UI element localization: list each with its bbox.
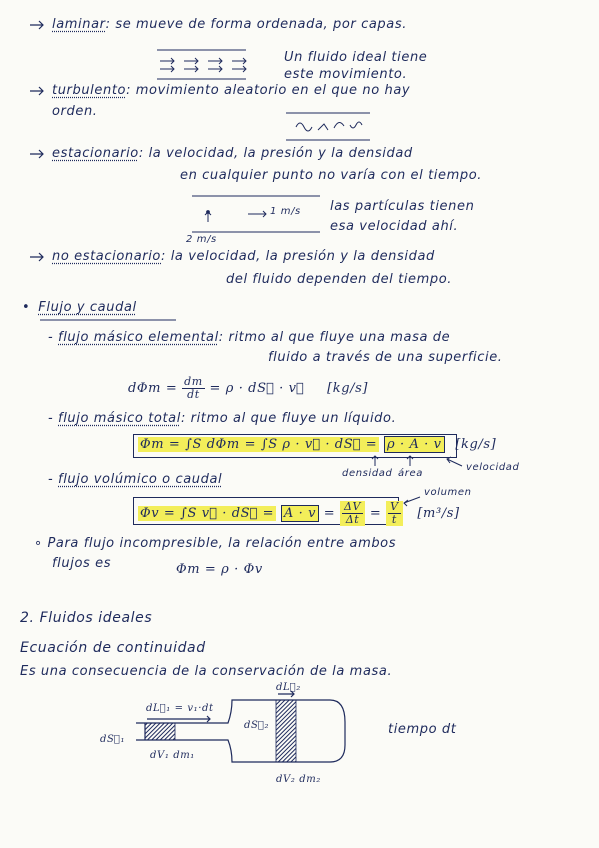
eq3-boxed: A · v xyxy=(281,505,319,522)
turbulento-desc: : movimiento aleatorio en el que no hay xyxy=(126,83,411,98)
label-ds1: dS⃗₁ xyxy=(100,734,126,745)
masico-total-title: flujo másico total xyxy=(58,411,181,426)
label-ds2: dS⃗₂ xyxy=(244,720,270,731)
no-estacionario-desc2: del fluido dependen del tiempo. xyxy=(226,272,453,287)
flujo-heading: • Flujo y caudal xyxy=(22,300,137,315)
bullet-arrow-2 xyxy=(30,87,43,95)
eq2-units: [kg/s] xyxy=(455,437,497,452)
velocity-label-1: 1 m/s xyxy=(270,206,301,217)
no-estacionario-title: no estacionario xyxy=(52,249,161,264)
incomp-2: flujos es xyxy=(52,556,112,571)
laminar-flow-icon xyxy=(157,50,246,79)
no-estacionario-line xyxy=(52,249,435,264)
label-densidad: densidad xyxy=(342,468,393,479)
velocity-label-2: 2 m/s xyxy=(186,234,217,245)
incomp-line-1: ∘ Para flujo incompresible, la relación entre ambos xyxy=(34,536,397,551)
turbulento-desc2: orden. xyxy=(52,104,98,119)
masico-elemental-desc2: fluido a través de una superficie. xyxy=(268,350,503,365)
label-volumen: volumen xyxy=(424,487,472,498)
eq3-eq: = xyxy=(323,506,336,521)
section2-desc: Es una consecuencia de la conservación de la masa. xyxy=(20,664,393,679)
ideal-note-1: Un fluido ideal tiene xyxy=(284,50,428,65)
turbulento-title: turbulento xyxy=(52,83,127,98)
eq1-units: [kg/s] xyxy=(327,381,369,396)
no-estacionario-desc: : la velocidad, la presión y la densidad xyxy=(161,249,435,264)
eq3-num: ΔV xyxy=(344,500,362,513)
eq3-eq2: = xyxy=(369,506,382,521)
estacionario-desc: : la velocidad, la presión y la densidad xyxy=(138,146,413,161)
masico-elemental-line: - flujo másico elemental: ritmo al que fluye una masa de xyxy=(48,330,451,345)
label-dl2: dL⃗₂ xyxy=(276,682,301,693)
particulas-1: las partículas tienen xyxy=(330,199,475,214)
label-velocidad: velocidad xyxy=(466,462,520,473)
equation-3 xyxy=(138,501,460,526)
label-dl1: dL⃗₁ = v₁·dt xyxy=(146,703,214,714)
volumetrico-title: flujo volúmico o caudal xyxy=(58,472,223,487)
element-2-hatch xyxy=(276,700,296,762)
eq2-boxed: ρ · A · v xyxy=(384,436,445,453)
eq3-frac-2 xyxy=(386,501,403,526)
bullet-arrow-4 xyxy=(30,253,43,261)
label-area: área xyxy=(398,468,423,479)
eq3-num2: V xyxy=(390,500,399,513)
bullet-arrow-1 xyxy=(30,21,43,29)
estacionario-desc2: en cualquier punto no varía con el tiempo. xyxy=(180,168,482,183)
incomp-eq: Φm = ρ · Φv xyxy=(176,562,263,577)
label-dv2: dV₂ dm₂ xyxy=(276,774,321,785)
bullet-arrow-3 xyxy=(30,150,43,158)
eq1-num: dm xyxy=(184,375,203,388)
laminar-line xyxy=(52,17,407,32)
section2-title: 2. Fluidos ideales xyxy=(20,610,153,626)
estacionario-line xyxy=(52,146,413,161)
masico-elemental-desc: : ritmo al que fluye una masa de xyxy=(218,330,451,345)
section2-subtitle: Ecuación de continuidad xyxy=(20,640,206,656)
eq1-right: = ρ · dS⃗ · v⃗ xyxy=(209,381,305,396)
eq2-main: Φm = ∫S dΦm = ∫S ρ · v⃗ · dS⃗ = xyxy=(140,437,378,452)
particulas-2: esa velocidad ahí. xyxy=(330,219,459,234)
eq3-den: Δt xyxy=(345,513,360,526)
incomp-1: Para flujo incompresible, la relación entre ambos xyxy=(47,536,397,551)
label-dv1: dV₁ dm₁ xyxy=(150,750,195,761)
eq1-left: dΦm = xyxy=(128,381,178,396)
eq3-units: [m³/s] xyxy=(417,506,460,521)
equation-2 xyxy=(138,437,496,452)
flujo-title: Flujo y caudal xyxy=(38,300,137,315)
element-1-hatch xyxy=(145,723,175,740)
eq1-den: dt xyxy=(187,388,200,401)
eq3-den2: t xyxy=(391,513,397,526)
ideal-note-2: este movimiento. xyxy=(284,67,408,82)
eq3-main: Φv = ∫S v⃗ · dS⃗ = xyxy=(140,506,275,521)
masico-total-desc: : ritmo al que fluye un líquido. xyxy=(180,411,397,426)
estacionario-title: estacionario xyxy=(52,146,139,161)
volumetrico-line: - flujo volúmico o caudal xyxy=(48,472,223,487)
masico-total-line: - flujo másico total: ritmo al que fluye un líquido. xyxy=(48,411,397,426)
label-tiempo: tiempo dt xyxy=(388,722,457,737)
laminar-desc: : se mueve de forma ordenada, por capas. xyxy=(105,17,407,32)
laminar-title: laminar xyxy=(52,17,106,32)
turbulent-flow-icon xyxy=(286,113,370,140)
masico-elemental-title: flujo másico elemental xyxy=(58,330,219,345)
eq3-frac-1 xyxy=(340,501,365,526)
eq1-fraction xyxy=(182,376,205,401)
turbulento-line xyxy=(52,83,410,98)
equation-1 xyxy=(128,376,368,401)
